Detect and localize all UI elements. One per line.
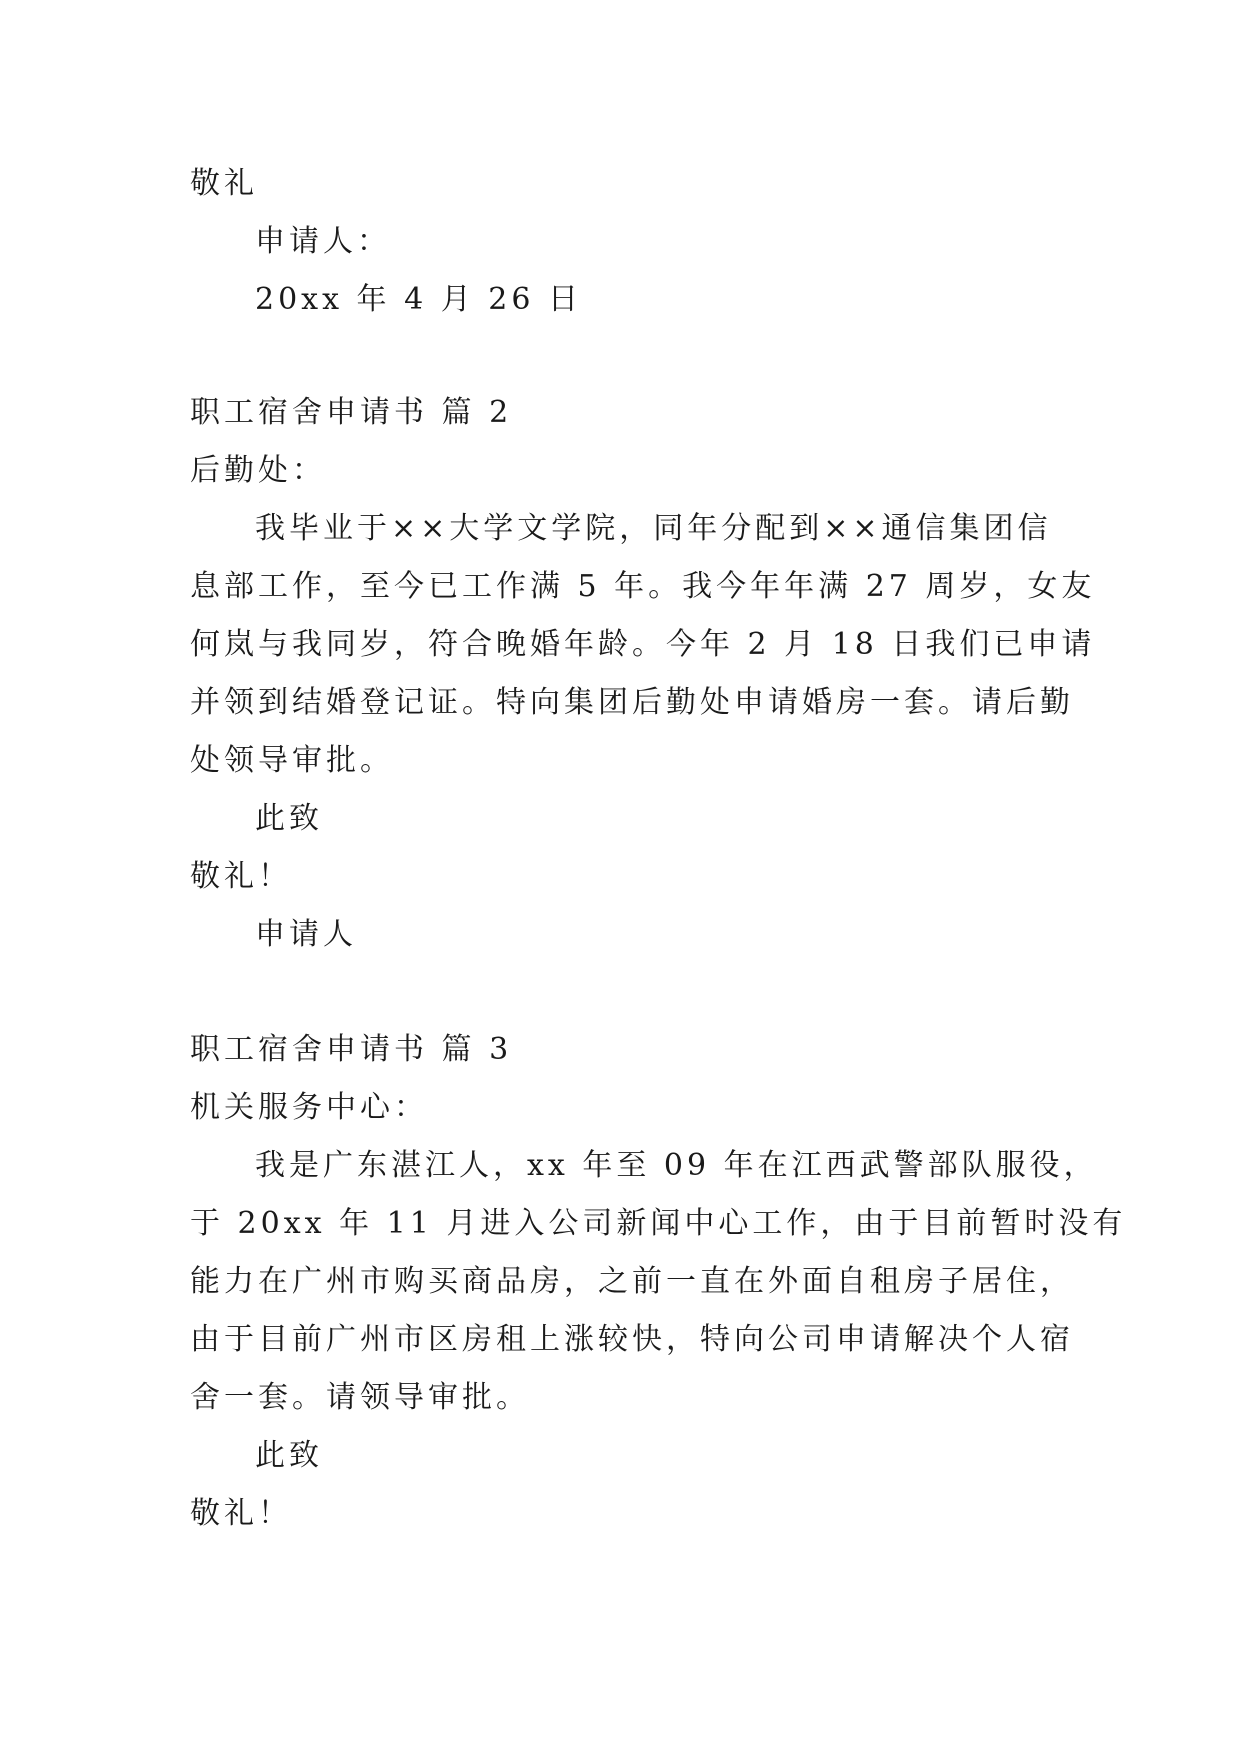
body-line: 于 20xx 年 11 月进入公司新闻中心工作，由于目前暂时没有 (190, 1206, 1127, 1241)
application-date: 20xx 年 4 月 26 日 (255, 282, 582, 317)
closing-salutation: 敬礼！ (190, 859, 292, 894)
closing-cizhi: 此致 (255, 801, 323, 836)
recipient-2: 后勤处： (190, 453, 326, 488)
closing-salutation: 敬礼！ (190, 1496, 292, 1531)
section-title-3: 职工宿舍申请书 篇 3 (190, 1032, 513, 1067)
applicant-label: 申请人： (255, 224, 391, 259)
body-line: 并领到结婚登记证。特向集团后勤处申请婚房一套。请后勤 (190, 685, 1074, 720)
body-line: 舍一套。请领导审批。 (190, 1380, 530, 1415)
recipient-3: 机关服务中心： (190, 1090, 428, 1125)
section-title-2: 职工宿舍申请书 篇 2 (190, 395, 513, 430)
body-line: 我毕业于××大学文学院，同年分配到××通信集团信 (255, 511, 1052, 546)
body-line: 何岚与我同岁，符合晚婚年龄。今年 2 月 18 日我们已申请 (190, 627, 1096, 662)
closing-salutation: 敬礼 (190, 166, 258, 201)
body-line: 能力在广州市购买商品房，之前一直在外面自租房子居住， (190, 1264, 1074, 1299)
applicant-label: 申请人 (255, 917, 357, 952)
body-line: 由于目前广州市区房租上涨较快，特向公司申请解决个人宿 (190, 1322, 1074, 1357)
body-line: 息部工作，至今已工作满 5 年。我今年年满 27 周岁，女友 (190, 569, 1096, 604)
body-line: 我是广东湛江人，xx 年至 09 年在江西武警部队服役， (255, 1148, 1098, 1183)
closing-cizhi: 此致 (255, 1438, 323, 1473)
body-line: 处领导审批。 (190, 743, 394, 778)
